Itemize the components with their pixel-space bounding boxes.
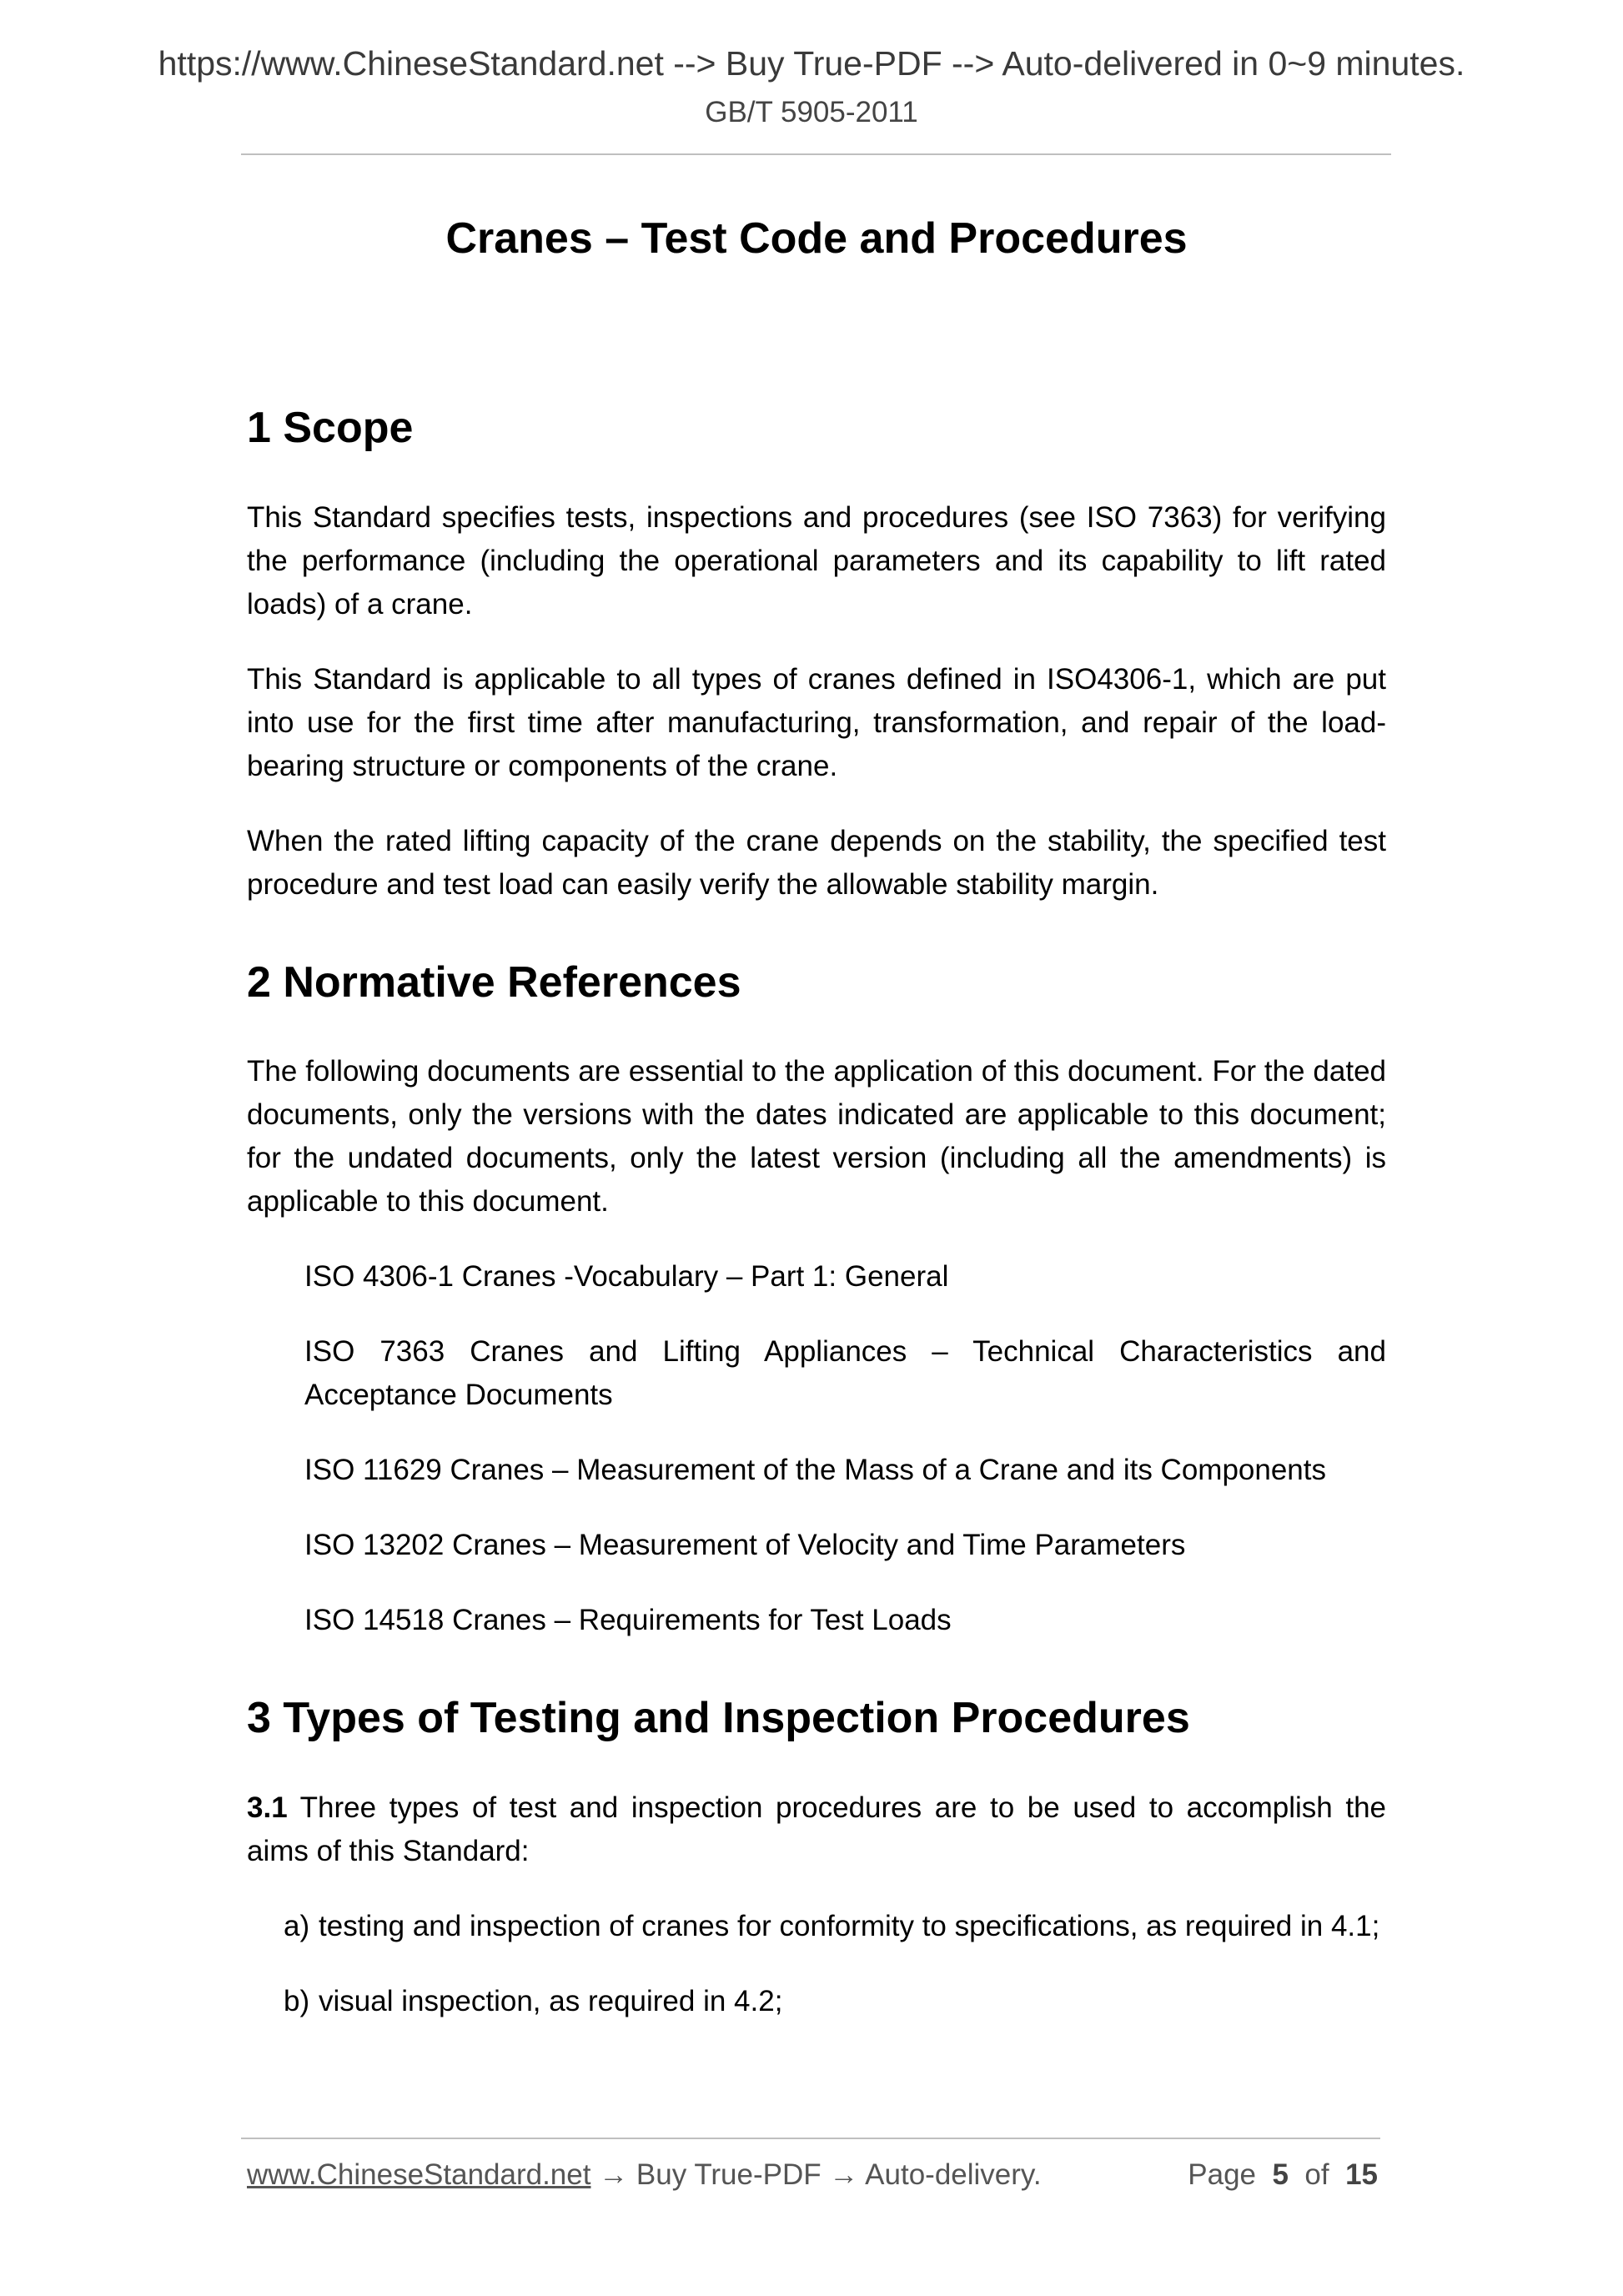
- list-item-text: visual inspection, as required in 4.2;: [319, 1984, 783, 2017]
- scope-paragraph: This Standard specifies tests, inspections and procedures (see ISO 7363) for verifying the performance (including the operational parameters and its capability to lift rated loads) of a crane.: [247, 500, 1386, 620]
- of-word: of: [1304, 2158, 1329, 2191]
- reference-item: ISO 4306-1 Cranes -Vocabulary – Part 1: General: [304, 1260, 949, 1294]
- list-marker: a): [284, 1909, 310, 1942]
- section-heading-scope: 1 Scope: [247, 404, 414, 453]
- list-marker: b): [284, 1984, 310, 2017]
- reference-item: ISO 11629 Cranes – Measurement of the Mass of a Crane and its Components: [304, 1454, 1326, 1487]
- list-item-text: testing and inspection of cranes for conformity to specifications, as required in 4.1;: [319, 1909, 1380, 1942]
- footer-tagline: → Buy True-PDF → Auto-delivery.: [590, 2158, 1042, 2191]
- current-page-number: 5: [1272, 2158, 1289, 2191]
- page-content: [247, 213, 1386, 2023]
- scope-paragraph: This Standard is applicable to all types of cranes defined in ISO4306-1, which are put into use for the first time after manufacturing, transformation, and repair of the load-bearing structure or components of the crane.: [247, 662, 1386, 782]
- footer-site-link[interactable]: www.ChineseStandard.net: [247, 2158, 591, 2191]
- header-divider: [241, 153, 1391, 155]
- clause-number: 3.1: [247, 1791, 288, 1824]
- document-title: Cranes – Test Code and Procedures: [445, 214, 1188, 263]
- section-heading-types-of-testing: 3 Types of Testing and Inspection Procedures: [247, 1694, 1190, 1743]
- page-word: Page: [1188, 2158, 1257, 2191]
- clause-text: Three types of test and inspection procedures are to be used to accomplish the aims of this Standard:: [247, 1791, 1386, 1867]
- list-item: [284, 1980, 1386, 2023]
- reference-item: ISO 14518 Cranes – Requirements for Test Loads: [304, 1604, 952, 1637]
- page-indicator: [1188, 2158, 1378, 2192]
- footer-divider: [241, 2138, 1380, 2139]
- page-footer: [247, 2158, 1378, 2192]
- clause-3-1-paragraph: [247, 1786, 1386, 1873]
- document-code: GB/T 5905-2011: [705, 96, 918, 128]
- scope-paragraph: When the rated lifting capacity of the crane depends on the stability, the specified test procedure and test load can easily verify the allowable stability margin.: [247, 824, 1386, 901]
- total-pages-number: 15: [1345, 2158, 1378, 2191]
- top-banner: https://www.ChineseStandard.net --> Buy True-PDF --> Auto-delivered in 0~9 minutes.: [158, 44, 1465, 83]
- section-heading-normative-references: 2 Normative References: [247, 957, 741, 1007]
- normative-intro-paragraph: The following documents are essential to the application of this document. For the dated documents, only the versions with the dates indicated are applicable to this document; for the undated documents, only the latest version (including all the amendments) is applicable to this document.: [247, 1055, 1386, 1218]
- reference-item: ISO 7363 Cranes and Lifting Appliances – Technical Characteristics and Acceptance Documents: [304, 1335, 1386, 1412]
- footer-left: [247, 2158, 1042, 2192]
- list-item: [284, 1905, 1386, 1948]
- reference-item: ISO 13202 Cranes – Measurement of Velocity and Time Parameters: [304, 1529, 1186, 1562]
